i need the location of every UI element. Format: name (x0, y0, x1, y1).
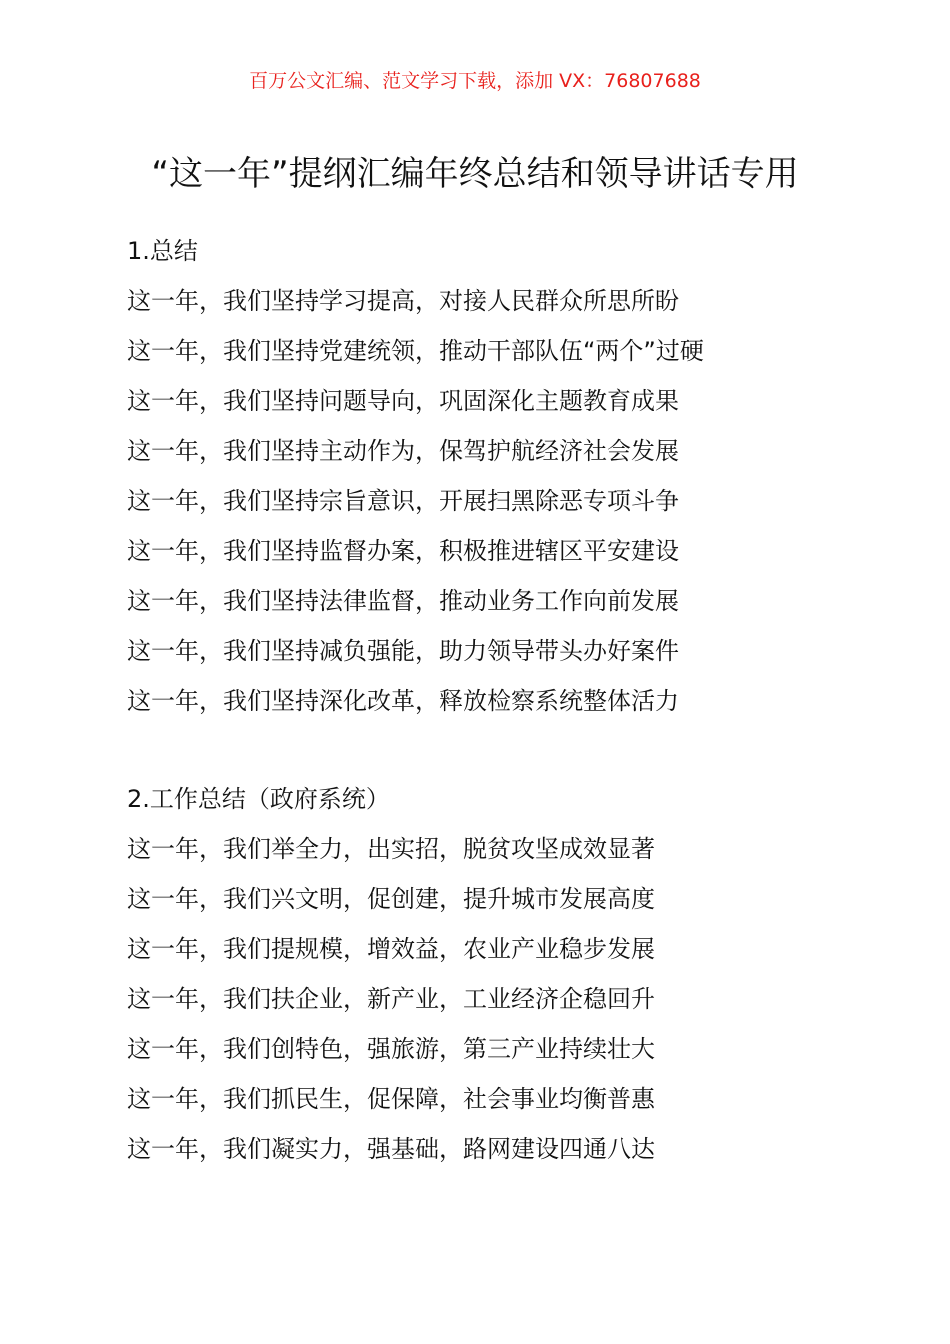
list-item: 这一年，我们坚持主动作为，保驾护航经济社会发展 (127, 437, 679, 465)
list-item: 这一年，我们提规模，增效益，农业产业稳步发展 (127, 935, 655, 963)
list-item: 这一年，我们创特色，强旅游，第三产业持续壮大 (127, 1035, 655, 1063)
header-note: 百万公文汇编、范文学习下载，添加 VX：76807688 (249, 70, 701, 92)
list-item: 这一年，我们坚持宗旨意识，开展扫黑除恶专项斗争 (127, 487, 679, 515)
section-summary (127, 228, 887, 728)
section-government-work-summary (127, 776, 887, 1176)
list-item: 这一年，我们坚持党建统领，推动干部队伍“两个”过硬 (127, 337, 704, 365)
list-item: 这一年，我们抓民生，促保障，社会事业均衡普惠 (127, 1085, 655, 1113)
list-item: 这一年，我们坚持减负强能，助力领导带头办好案件 (127, 637, 679, 665)
list-item: 这一年，我们坚持法律监督，推动业务工作向前发展 (127, 587, 679, 615)
list-item: 这一年，我们坚持深化改革，释放检察系统整体活力 (127, 687, 679, 715)
list-item: 这一年，我们坚持监督办案，积极推进辖区平安建设 (127, 537, 679, 565)
list-item: 这一年，我们坚持学习提高，对接人民群众所思所盼 (127, 287, 679, 315)
list-item: 这一年，我们坚持问题导向，巩固深化主题教育成果 (127, 387, 679, 415)
list-item: 这一年，我们兴文明，促创建，提升城市发展高度 (127, 885, 655, 913)
section-heading: 1.总结 (127, 237, 198, 265)
list-item: 这一年，我们举全力，出实招，脱贫攻坚成效显著 (127, 835, 655, 863)
section-heading: 2.工作总结（政府系统） (127, 785, 390, 813)
list-item: 这一年，我们扶企业，新产业，工业经济企稳回升 (127, 985, 655, 1013)
document-title: “这一年”提纲汇编年终总结和领导讲话专用 (151, 154, 799, 194)
list-item: 这一年，我们凝实力，强基础，路网建设四通八达 (127, 1135, 655, 1163)
